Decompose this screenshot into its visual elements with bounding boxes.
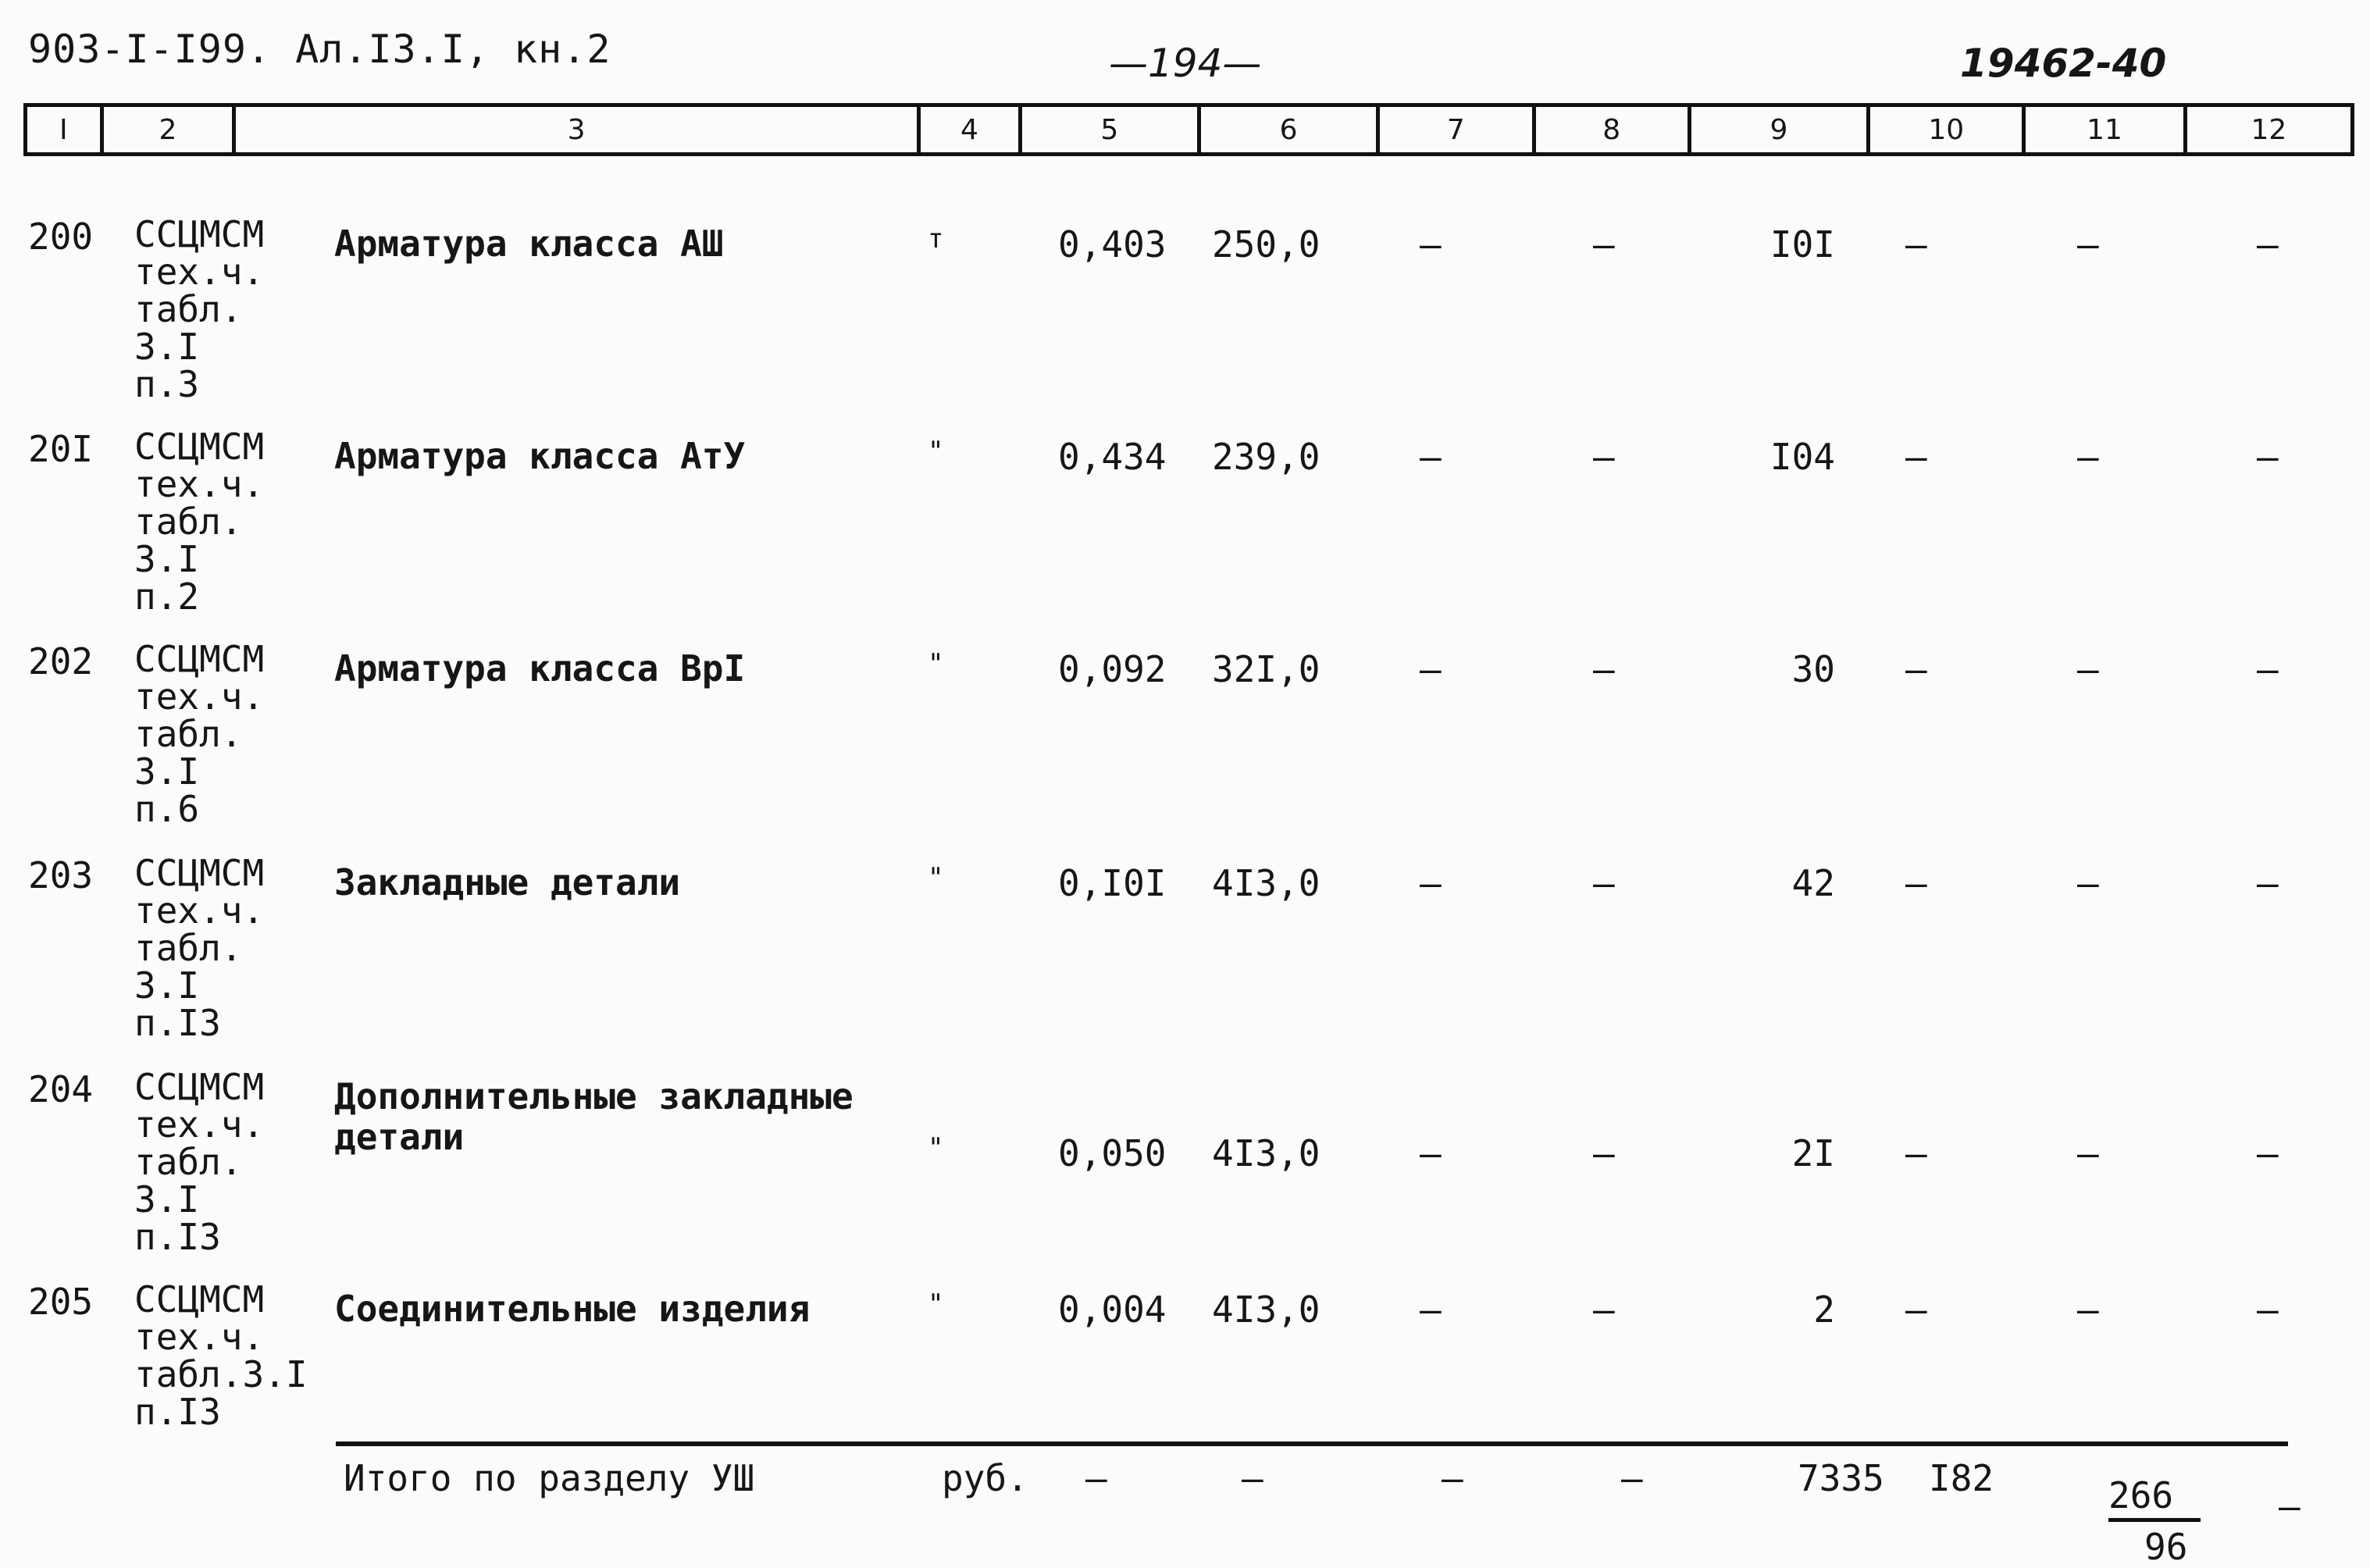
row-name: Арматура класса АШ bbox=[334, 223, 724, 265]
row-col8: — bbox=[1593, 648, 1615, 690]
total-col12: — bbox=[2279, 1485, 2301, 1527]
row-source: ССЦМСМ тех.ч. табл. 3.I п.I3 bbox=[134, 852, 265, 1044]
row-col9: 42 bbox=[1791, 862, 1835, 904]
row-col11: — bbox=[2077, 862, 2099, 904]
row-col10: — bbox=[1905, 436, 1927, 478]
row-col8: — bbox=[1593, 223, 1615, 265]
row-col11: — bbox=[2077, 1288, 2099, 1331]
row-col10: — bbox=[1905, 648, 1927, 690]
row-col10: — bbox=[1905, 1288, 1927, 1331]
row-col8: — bbox=[1593, 1132, 1615, 1174]
row-col11: — bbox=[2077, 223, 2099, 265]
row-quantity: 0,004 bbox=[1058, 1288, 1167, 1331]
row-number: 202 bbox=[28, 640, 94, 682]
total-unit: руб. bbox=[942, 1457, 1028, 1499]
row-col11: — bbox=[2077, 648, 2099, 690]
column-header-6: 6 bbox=[1201, 107, 1380, 152]
row-price: 4I3,0 bbox=[1212, 1288, 1320, 1331]
total-divider bbox=[336, 1441, 2288, 1446]
column-header-8: 8 bbox=[1536, 107, 1691, 152]
row-col9: I04 bbox=[1769, 436, 1835, 478]
total-col6: — bbox=[1242, 1457, 1263, 1499]
row-col8: — bbox=[1593, 1288, 1615, 1331]
row-col11: — bbox=[2077, 1132, 2099, 1174]
column-header-4: 4 bbox=[921, 107, 1022, 152]
row-unit: " bbox=[928, 862, 944, 893]
row-col12: — bbox=[2257, 223, 2279, 265]
row-number: 204 bbox=[28, 1068, 94, 1110]
row-col7: — bbox=[1420, 1288, 1442, 1331]
row-price: 4I3,0 bbox=[1212, 862, 1320, 904]
row-number: 20I bbox=[28, 428, 94, 470]
fraction-bar bbox=[2108, 1518, 2201, 1522]
row-col7: — bbox=[1420, 862, 1442, 904]
total-col8: — bbox=[1621, 1457, 1643, 1499]
row-unit: " bbox=[928, 1132, 944, 1164]
row-col10: — bbox=[1905, 1132, 1927, 1174]
row-source: ССЦМСМ тех.ч. табл. 3.I п.3 bbox=[134, 213, 265, 405]
row-col7: — bbox=[1420, 648, 1442, 690]
row-name: Арматура класса ВрI bbox=[334, 647, 746, 690]
row-col7: — bbox=[1420, 436, 1442, 478]
column-header-2: 2 bbox=[104, 107, 236, 152]
row-quantity: 0,434 bbox=[1058, 436, 1167, 478]
row-name: Соединительные изделия bbox=[334, 1288, 811, 1330]
row-number: 203 bbox=[28, 854, 94, 896]
row-col8: — bbox=[1593, 436, 1615, 478]
row-col10: — bbox=[1905, 862, 1927, 904]
row-number: 205 bbox=[28, 1281, 94, 1323]
row-price: 250,0 bbox=[1212, 223, 1320, 265]
row-quantity: 0,092 bbox=[1058, 648, 1167, 690]
total-col10: I82 bbox=[1929, 1457, 1994, 1499]
row-number: 200 bbox=[28, 216, 94, 258]
row-col7: — bbox=[1420, 1132, 1442, 1174]
total-col9: 7335 bbox=[1798, 1457, 1884, 1499]
row-source: ССЦМСМ тех.ч. табл.3.I п.I3 bbox=[134, 1278, 308, 1433]
document-code: 903-I-I99. Ал.I3.I, кн.2 bbox=[28, 27, 611, 72]
column-header-5: 5 bbox=[1022, 107, 1201, 152]
row-source: ССЦМСМ тех.ч. табл. 3.I п.I3 bbox=[134, 1066, 265, 1258]
row-name: Дополнительные закладные детали bbox=[334, 1075, 854, 1158]
row-col9: 2 bbox=[1813, 1288, 1835, 1331]
row-quantity: 0,403 bbox=[1058, 223, 1167, 265]
row-price: 4I3,0 bbox=[1212, 1132, 1320, 1174]
row-col12: — bbox=[2257, 436, 2279, 478]
total-col7: — bbox=[1442, 1457, 1463, 1499]
row-source: ССЦМСМ тех.ч. табл. 3.I п.2 bbox=[134, 426, 265, 618]
row-col8: — bbox=[1593, 862, 1615, 904]
column-header-7: 7 bbox=[1380, 107, 1535, 152]
row-col9: 2I bbox=[1791, 1132, 1835, 1174]
total-col5: — bbox=[1085, 1457, 1107, 1499]
document-number: 19462-40 bbox=[1960, 41, 2167, 86]
total-col11-denominator: 96 bbox=[2144, 1526, 2188, 1568]
row-col12: — bbox=[2257, 1288, 2279, 1331]
column-header-3: 3 bbox=[236, 107, 921, 152]
row-col9: 30 bbox=[1791, 648, 1835, 690]
row-unit: т bbox=[928, 223, 944, 255]
row-col10: — bbox=[1905, 223, 1927, 265]
column-header-10: 10 bbox=[1870, 107, 2026, 152]
column-header-11: 11 bbox=[2026, 107, 2186, 152]
page-number: —194— bbox=[1109, 41, 1262, 86]
row-name: Закладные детали bbox=[334, 861, 681, 903]
total-col11-numerator: 266 bbox=[2108, 1474, 2174, 1516]
row-col12: — bbox=[2257, 1132, 2279, 1174]
row-col9: I0I bbox=[1769, 223, 1835, 265]
row-col12: — bbox=[2257, 648, 2279, 690]
column-header-row bbox=[23, 103, 2354, 156]
row-col12: — bbox=[2257, 862, 2279, 904]
row-quantity: 0,050 bbox=[1058, 1132, 1167, 1174]
row-price: 239,0 bbox=[1212, 436, 1320, 478]
row-col11: — bbox=[2077, 436, 2099, 478]
column-header-9: 9 bbox=[1691, 107, 1870, 152]
row-unit: " bbox=[928, 436, 944, 467]
row-unit: " bbox=[928, 1288, 944, 1320]
column-header-1: I bbox=[27, 107, 104, 152]
row-source: ССЦМСМ тех.ч. табл. 3.I п.6 bbox=[134, 638, 265, 830]
row-unit: " bbox=[928, 648, 944, 679]
total-label: Итого по разделу УШ bbox=[344, 1457, 755, 1499]
column-header-12: 12 bbox=[2251, 113, 2287, 146]
row-col7: — bbox=[1420, 223, 1442, 265]
row-name: Арматура класса АтУ bbox=[334, 435, 746, 477]
row-price: 32I,0 bbox=[1212, 648, 1320, 690]
row-quantity: 0,I0I bbox=[1058, 862, 1167, 904]
